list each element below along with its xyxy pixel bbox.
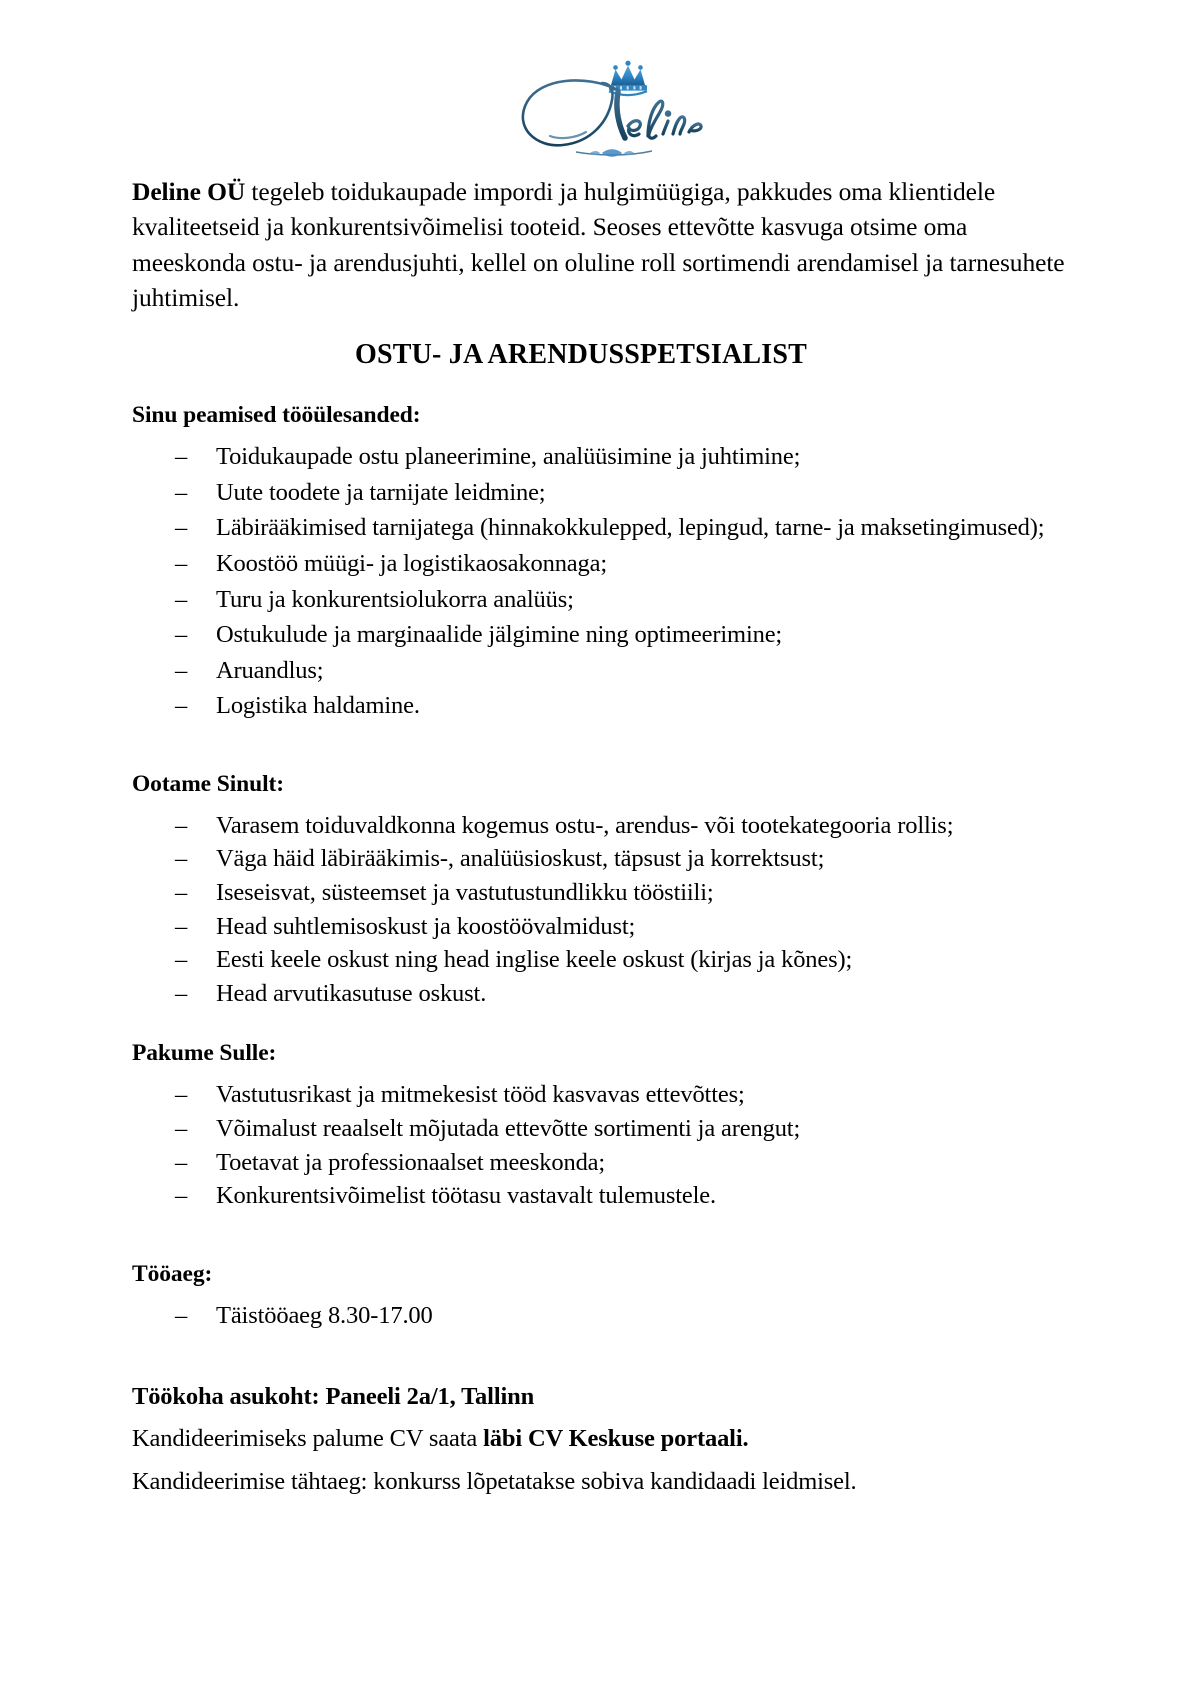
list-item-text: Vastutusrikast ja mitmekesist tööd kasvavas ettevõttes; <box>216 1081 745 1109</box>
list-item-text: Uute toodete ja tarnijate leidmine; <box>216 478 546 506</box>
intro-text: tegeleb toidukaupade impordi ja hulgimüügiga, pakkudes oma klientidele kvaliteetseid ja konkurentsivõimelisi tooteid. Seoses ettevõtte kasvuga otsime oma meeskonda ostu- ja arendusjuhti, kellel on oluline roll sortimendi arendamisel ja tarnesuhete juhtimisel. <box>132 177 1065 312</box>
application-deadline: Kandideerimise tähtaeg: konkurss lõpetatakse sobiva kandidaadi leidmisel. <box>132 1468 857 1496</box>
apply-instruction-prefix: Kandideerimiseks palume CV saata <box>132 1424 484 1452</box>
dash-bullet-icon: – <box>175 478 188 506</box>
footer-block <box>132 1379 1070 1500</box>
list-item-text: Toidukaupade ostu planeerimine, analüüsimine ja juhtimine; <box>216 443 801 471</box>
list-item <box>172 843 1070 876</box>
section-heading-tasks: Sinu peamised tööülesanded: <box>132 402 421 429</box>
dash-bullet-icon: – <box>175 845 188 873</box>
list-item-text: Head suhtlemisoskust ja koostöövalmidust; <box>216 912 636 940</box>
working-hours-list <box>132 1300 1070 1333</box>
dash-bullet-icon: – <box>175 692 188 720</box>
list-item-text: Läbirääkimised tarnijatega (hinnakokkulepped, lepingud, tarne- ja maksetingimused); <box>216 514 1045 542</box>
list-item-text: Toetavat ja professionaalset meeskonda; <box>216 1148 606 1176</box>
list-item <box>172 548 1070 581</box>
company-name: Deline OÜ <box>132 177 246 206</box>
list-item-text: Eesti keele oskust ning head inglise keele oskust (kirjas ja kõnes); <box>216 946 853 974</box>
list-item-text: Logistika haldamine. <box>216 692 420 720</box>
task-list <box>132 441 1070 723</box>
intro-paragraph <box>132 174 1070 315</box>
document-content <box>0 174 1200 1500</box>
dash-bullet-icon: – <box>175 879 188 907</box>
dash-bullet-icon: – <box>175 1182 188 1210</box>
job-location: Töökoha asukoht: Paneeli 2a/1, Tallinn <box>132 1383 535 1411</box>
deline-logo-icon <box>490 52 710 164</box>
offer-list <box>132 1079 1070 1212</box>
section-heading-working-hours: Tööaeg: <box>132 1260 213 1287</box>
list-item-text: Koostöö müügi- ja logistikaosakonnaga; <box>216 549 608 577</box>
list-item <box>172 1113 1070 1146</box>
list-item <box>172 1079 1070 1112</box>
dash-bullet-icon: – <box>175 946 188 974</box>
list-item-text: Ostukulude ja marginaalide jälgimine ning optimeerimine; <box>216 621 783 649</box>
list-item <box>172 619 1070 652</box>
list-item <box>172 978 1070 1011</box>
dash-bullet-icon: – <box>175 514 188 542</box>
list-item <box>172 1300 1070 1333</box>
list-item-text: Võimalust reaalselt mõjutada ettevõtte sortimenti ja arengut; <box>216 1114 801 1142</box>
list-item <box>172 584 1070 617</box>
section-heading-offer: Pakume Sulle: <box>132 1040 277 1067</box>
dash-bullet-icon: – <box>175 912 188 940</box>
dash-bullet-icon: – <box>175 1081 188 1109</box>
list-item-text: Täistööaeg 8.30-17.00 <box>216 1301 433 1329</box>
list-item-text: Konkurentsivõimelist töötasu vastavalt tulemustele. <box>216 1182 716 1210</box>
list-item <box>172 944 1070 977</box>
dash-bullet-icon: – <box>175 585 188 613</box>
dash-bullet-icon: – <box>175 1301 188 1329</box>
dash-bullet-icon: – <box>175 811 188 839</box>
list-item-text: Väga häid läbirääkimis-, analüüsioskust, täpsust ja korrektsust; <box>216 845 825 873</box>
list-item-text: Iseseisvat, süsteemset ja vastutustundlikku tööstiili; <box>216 879 714 907</box>
list-item-text: Varasem toiduvaldkonna kogemus ostu-, arendus- või tootekategooria rollis; <box>216 811 954 839</box>
list-item <box>172 1147 1070 1180</box>
list-item <box>172 810 1070 843</box>
dash-bullet-icon: – <box>175 443 188 471</box>
list-item <box>172 877 1070 910</box>
list-item-text: Head arvutikasutuse oskust. <box>216 979 487 1007</box>
list-item <box>172 655 1070 688</box>
company-logo <box>0 0 1200 174</box>
expectations-list <box>132 810 1070 1010</box>
list-item <box>172 911 1070 944</box>
dash-bullet-icon: – <box>175 549 188 577</box>
dash-bullet-icon: – <box>175 1114 188 1142</box>
dash-bullet-icon: – <box>175 1148 188 1176</box>
list-item <box>172 1180 1070 1213</box>
crown-icon <box>609 61 647 96</box>
section-heading-expectations: Ootame Sinult: <box>132 770 285 797</box>
dash-bullet-icon: – <box>175 621 188 649</box>
dash-bullet-icon: – <box>175 656 188 684</box>
dash-bullet-icon: – <box>175 979 188 1007</box>
apply-portal-link[interactable]: läbi CV Keskuse portaali. <box>483 1424 749 1452</box>
list-item <box>172 512 1070 545</box>
list-item-text: Aruandlus; <box>216 656 324 684</box>
page-title: OSTU- JA ARENDUSSPETSIALIST <box>355 339 807 371</box>
list-item <box>172 477 1070 510</box>
list-item <box>172 690 1070 723</box>
apply-instruction <box>132 1421 1070 1457</box>
list-item <box>172 441 1070 474</box>
list-item-text: Turu ja konkurentsiolukorra analüüs; <box>216 585 574 613</box>
